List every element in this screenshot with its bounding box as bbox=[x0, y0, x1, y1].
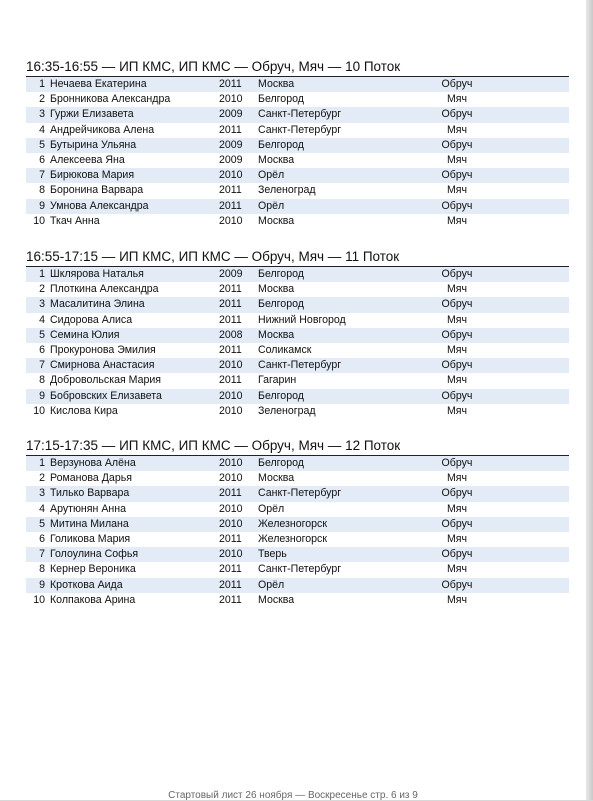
participant-row bbox=[26, 297, 569, 312]
participant-number: 1 bbox=[39, 78, 45, 90]
birth-year: 2011 bbox=[219, 532, 242, 545]
participant-row bbox=[26, 456, 569, 471]
participant-city: Белгород bbox=[258, 389, 304, 402]
participant-name: Шклярова Наталья bbox=[50, 268, 144, 280]
participant-list bbox=[26, 77, 569, 229]
group-title: 17:15-17:35 — ИП КМС, ИП КМС — Обруч, Мяч — 12 Поток bbox=[26, 437, 569, 456]
participant-number: 7 bbox=[39, 548, 45, 561]
birth-year: 2011 bbox=[219, 283, 242, 296]
participant-row bbox=[26, 343, 569, 358]
participant-name: Кернер Вероника bbox=[50, 563, 136, 576]
participant-name: Семина Юлия bbox=[50, 328, 120, 341]
birth-year: 2011 bbox=[219, 563, 242, 576]
apparatus: Мяч bbox=[446, 214, 468, 227]
participant-row bbox=[26, 532, 569, 547]
participant-city: Белгород bbox=[258, 93, 304, 106]
participant-row bbox=[26, 267, 569, 282]
birth-year: 2010 bbox=[219, 93, 243, 106]
participant-city: Железногорск bbox=[258, 517, 327, 530]
participant-city: Гагарин bbox=[258, 374, 297, 387]
birth-year: 2011 bbox=[219, 487, 242, 500]
apparatus: Мяч bbox=[446, 472, 468, 485]
participant-number: 6 bbox=[39, 343, 45, 356]
participant-number: 5 bbox=[39, 328, 45, 341]
participant-name: Тилько Варвара bbox=[50, 487, 130, 500]
birth-year: 2011 bbox=[219, 199, 242, 212]
birth-year: 2011 bbox=[219, 593, 242, 606]
birth-year: 2011 bbox=[219, 298, 242, 311]
participant-row bbox=[26, 517, 569, 532]
participant-number: 3 bbox=[39, 108, 45, 121]
participant-row bbox=[26, 358, 569, 373]
participant-row bbox=[26, 547, 569, 562]
participant-number: 1 bbox=[39, 457, 45, 469]
birth-year: 2009 bbox=[219, 138, 243, 151]
participant-number: 4 bbox=[39, 313, 45, 326]
participant-city: Санкт-Петербург bbox=[258, 563, 342, 576]
participant-city: Белгород bbox=[258, 268, 304, 280]
apparatus: Обруч bbox=[441, 199, 473, 212]
participant-number: 2 bbox=[39, 93, 45, 106]
apparatus: Обруч bbox=[441, 548, 473, 561]
participant-name: Умнова Александра bbox=[50, 199, 149, 212]
apparatus: Обруч bbox=[441, 328, 473, 341]
apparatus: Обруч bbox=[441, 517, 473, 530]
participant-name: Арутюнян Анна bbox=[50, 502, 126, 515]
participant-row bbox=[26, 404, 569, 419]
birth-year: 2010 bbox=[219, 359, 243, 372]
participant-city: Зеленоград bbox=[258, 184, 316, 197]
birth-year: 2009 bbox=[219, 153, 243, 166]
participant-city: Москва bbox=[258, 78, 295, 90]
participant-city: Белгород bbox=[258, 457, 304, 469]
participant-row bbox=[26, 77, 569, 92]
apparatus: Обруч bbox=[441, 268, 473, 280]
participant-name: Масалитина Элина bbox=[50, 298, 145, 311]
participant-row bbox=[26, 373, 569, 388]
participant-row bbox=[26, 107, 569, 122]
participant-name: Добровольская Мария bbox=[50, 374, 162, 387]
birth-year: 2009 bbox=[219, 108, 243, 121]
participant-city: Москва bbox=[258, 328, 295, 341]
participant-row bbox=[26, 502, 569, 517]
participant-name: Нечаева Екатерина bbox=[50, 78, 147, 90]
apparatus: Мяч bbox=[446, 313, 468, 326]
participant-number: 2 bbox=[39, 472, 45, 485]
participant-city: Москва bbox=[258, 472, 295, 485]
participant-name: Голикова Мария bbox=[50, 532, 131, 545]
participant-row bbox=[26, 199, 569, 214]
participant-row bbox=[26, 138, 569, 153]
apparatus: Мяч bbox=[446, 404, 468, 417]
apparatus: Обруч bbox=[441, 389, 473, 402]
participant-name: Верзунова Алёна bbox=[50, 457, 136, 469]
participant-row bbox=[26, 578, 569, 593]
birth-year: 2010 bbox=[219, 169, 243, 182]
birth-year: 2010 bbox=[219, 548, 243, 561]
apparatus: Мяч bbox=[446, 532, 468, 545]
participant-city: Белгород bbox=[258, 298, 304, 311]
birth-year: 2008 bbox=[219, 328, 243, 341]
participant-name: Андрейчикова Алена bbox=[50, 123, 155, 136]
birth-year: 2011 bbox=[219, 123, 242, 136]
participant-name: Прокуронова Эмилия bbox=[50, 343, 156, 356]
participant-row bbox=[26, 389, 569, 404]
participant-number: 3 bbox=[39, 487, 45, 500]
apparatus: Обруч bbox=[441, 169, 473, 182]
apparatus: Обруч bbox=[441, 359, 473, 372]
participant-row bbox=[26, 214, 569, 229]
apparatus: Мяч bbox=[446, 123, 468, 136]
participant-city: Санкт-Петербург bbox=[258, 108, 342, 121]
apparatus: Мяч bbox=[446, 502, 468, 515]
participant-number: 1 bbox=[39, 268, 45, 280]
participant-number: 5 bbox=[39, 138, 45, 151]
participant-name: Сидорова Алиса bbox=[50, 313, 133, 326]
participant-number: 10 bbox=[33, 593, 45, 606]
apparatus: Мяч bbox=[446, 93, 468, 106]
apparatus: Обруч bbox=[441, 78, 473, 90]
participant-city: Москва bbox=[258, 283, 295, 296]
birth-year: 2010 bbox=[219, 502, 243, 515]
participant-city: Зеленоград bbox=[258, 404, 316, 417]
participant-number: 4 bbox=[39, 123, 45, 136]
apparatus: Обруч bbox=[441, 487, 473, 500]
birth-year: 2011 bbox=[219, 78, 242, 90]
participant-city: Нижний Новгород bbox=[258, 313, 346, 326]
page-footer: Стартовый лист 26 ноября — Воскресенье стр. 6 из 9 bbox=[168, 790, 418, 801]
participant-number: 4 bbox=[39, 502, 45, 515]
participant-name: Смирнова Анастасия bbox=[50, 359, 155, 372]
participant-number: 6 bbox=[39, 153, 45, 166]
participant-city: Соликамск bbox=[258, 343, 312, 356]
birth-year: 2011 bbox=[219, 374, 242, 387]
participant-row bbox=[26, 328, 569, 343]
participant-name: Ткач Анна bbox=[50, 214, 100, 227]
birth-year: 2010 bbox=[219, 214, 243, 227]
participant-row bbox=[26, 313, 569, 328]
apparatus: Мяч bbox=[446, 153, 468, 166]
start-group bbox=[26, 437, 569, 608]
birth-year: 2010 bbox=[219, 404, 243, 417]
start-group bbox=[26, 58, 569, 229]
participant-name: Романова Дарья bbox=[50, 472, 132, 485]
participant-row bbox=[26, 282, 569, 297]
participant-name: Кислова Кира bbox=[50, 404, 118, 417]
participant-name: Бирюкова Мария bbox=[50, 169, 135, 182]
apparatus: Мяч bbox=[446, 563, 468, 576]
participant-city: Тверь bbox=[258, 548, 287, 561]
participant-row bbox=[26, 593, 569, 608]
participant-number: 7 bbox=[39, 169, 45, 182]
participant-name: Алексеева Яна bbox=[50, 153, 125, 166]
participant-number: 8 bbox=[39, 563, 45, 576]
participant-number: 10 bbox=[33, 404, 45, 417]
participant-number: 9 bbox=[39, 389, 45, 402]
participant-number: 8 bbox=[39, 184, 45, 197]
apparatus: Обруч bbox=[441, 298, 473, 311]
participant-number: 10 bbox=[33, 214, 45, 227]
participant-city: Белгород bbox=[258, 138, 304, 151]
participant-row bbox=[26, 168, 569, 183]
participant-name: Плоткина Александра bbox=[50, 283, 159, 296]
birth-year: 2011 bbox=[219, 343, 242, 356]
participant-name: Гуржи Елизавета bbox=[50, 108, 134, 121]
apparatus: Обруч bbox=[441, 108, 473, 121]
participant-number: 8 bbox=[39, 374, 45, 387]
participant-row bbox=[26, 92, 569, 107]
apparatus: Мяч bbox=[446, 593, 468, 606]
participant-number: 2 bbox=[39, 283, 45, 296]
participant-city: Орёл bbox=[258, 502, 285, 515]
participant-name: Бутырина Ульяна bbox=[50, 138, 137, 151]
participant-city: Орёл bbox=[258, 169, 285, 182]
birth-year: 2010 bbox=[219, 517, 243, 530]
apparatus: Мяч bbox=[446, 343, 468, 356]
participant-number: 6 bbox=[39, 532, 45, 545]
birth-year: 2010 bbox=[219, 472, 243, 485]
participant-list bbox=[26, 456, 569, 608]
birth-year: 2009 bbox=[219, 268, 243, 280]
participant-row bbox=[26, 153, 569, 168]
apparatus: Обруч bbox=[441, 578, 473, 591]
participant-list bbox=[26, 267, 569, 419]
participant-row bbox=[26, 562, 569, 577]
birth-year: 2010 bbox=[219, 457, 243, 469]
birth-year: 2011 bbox=[219, 578, 242, 591]
apparatus: Мяч bbox=[446, 184, 468, 197]
participant-name: Колпакова Арина bbox=[50, 593, 136, 606]
participant-row bbox=[26, 486, 569, 501]
participant-city: Москва bbox=[258, 153, 295, 166]
participant-name: Бобровских Елизавета bbox=[50, 389, 162, 402]
participant-city: Санкт-Петербург bbox=[258, 487, 342, 500]
participant-row bbox=[26, 123, 569, 138]
participant-name: Митина Милана bbox=[50, 517, 129, 530]
participant-name: Голоулина Софья bbox=[50, 548, 139, 561]
apparatus: Обруч bbox=[441, 138, 473, 151]
group-title: 16:35-16:55 — ИП КМС, ИП КМС — Обруч, Мяч — 10 Поток bbox=[26, 58, 569, 77]
participant-city: Орёл bbox=[258, 199, 285, 212]
participant-name: Боронина Варвара bbox=[50, 184, 144, 197]
participant-city: Орёл bbox=[258, 578, 285, 591]
participant-number: 9 bbox=[39, 199, 45, 212]
apparatus: Мяч bbox=[446, 374, 468, 387]
participant-city: Москва bbox=[258, 214, 295, 227]
birth-year: 2011 bbox=[219, 313, 242, 326]
participant-row bbox=[26, 471, 569, 486]
apparatus: Мяч bbox=[446, 283, 468, 296]
apparatus: Обруч bbox=[441, 457, 473, 469]
participant-city: Санкт-Петербург bbox=[258, 359, 342, 372]
participant-row bbox=[26, 183, 569, 198]
participant-city: Санкт-Петербург bbox=[258, 123, 342, 136]
birth-year: 2011 bbox=[219, 184, 242, 197]
page-edge-shadow bbox=[586, 0, 593, 800]
participant-city: Железногорск bbox=[258, 532, 327, 545]
participant-number: 9 bbox=[39, 578, 45, 591]
group-title: 16:55-17:15 — ИП КМС, ИП КМС — Обруч, Мяч — 11 Поток bbox=[26, 248, 569, 267]
participant-number: 5 bbox=[39, 517, 45, 530]
participant-number: 3 bbox=[39, 298, 45, 311]
participant-city: Москва bbox=[258, 593, 295, 606]
participant-name: Кроткова Аида bbox=[50, 578, 123, 591]
birth-year: 2010 bbox=[219, 389, 243, 402]
participant-name: Бронникова Александра bbox=[50, 93, 171, 106]
participant-number: 7 bbox=[39, 359, 45, 372]
start-group bbox=[26, 248, 569, 419]
